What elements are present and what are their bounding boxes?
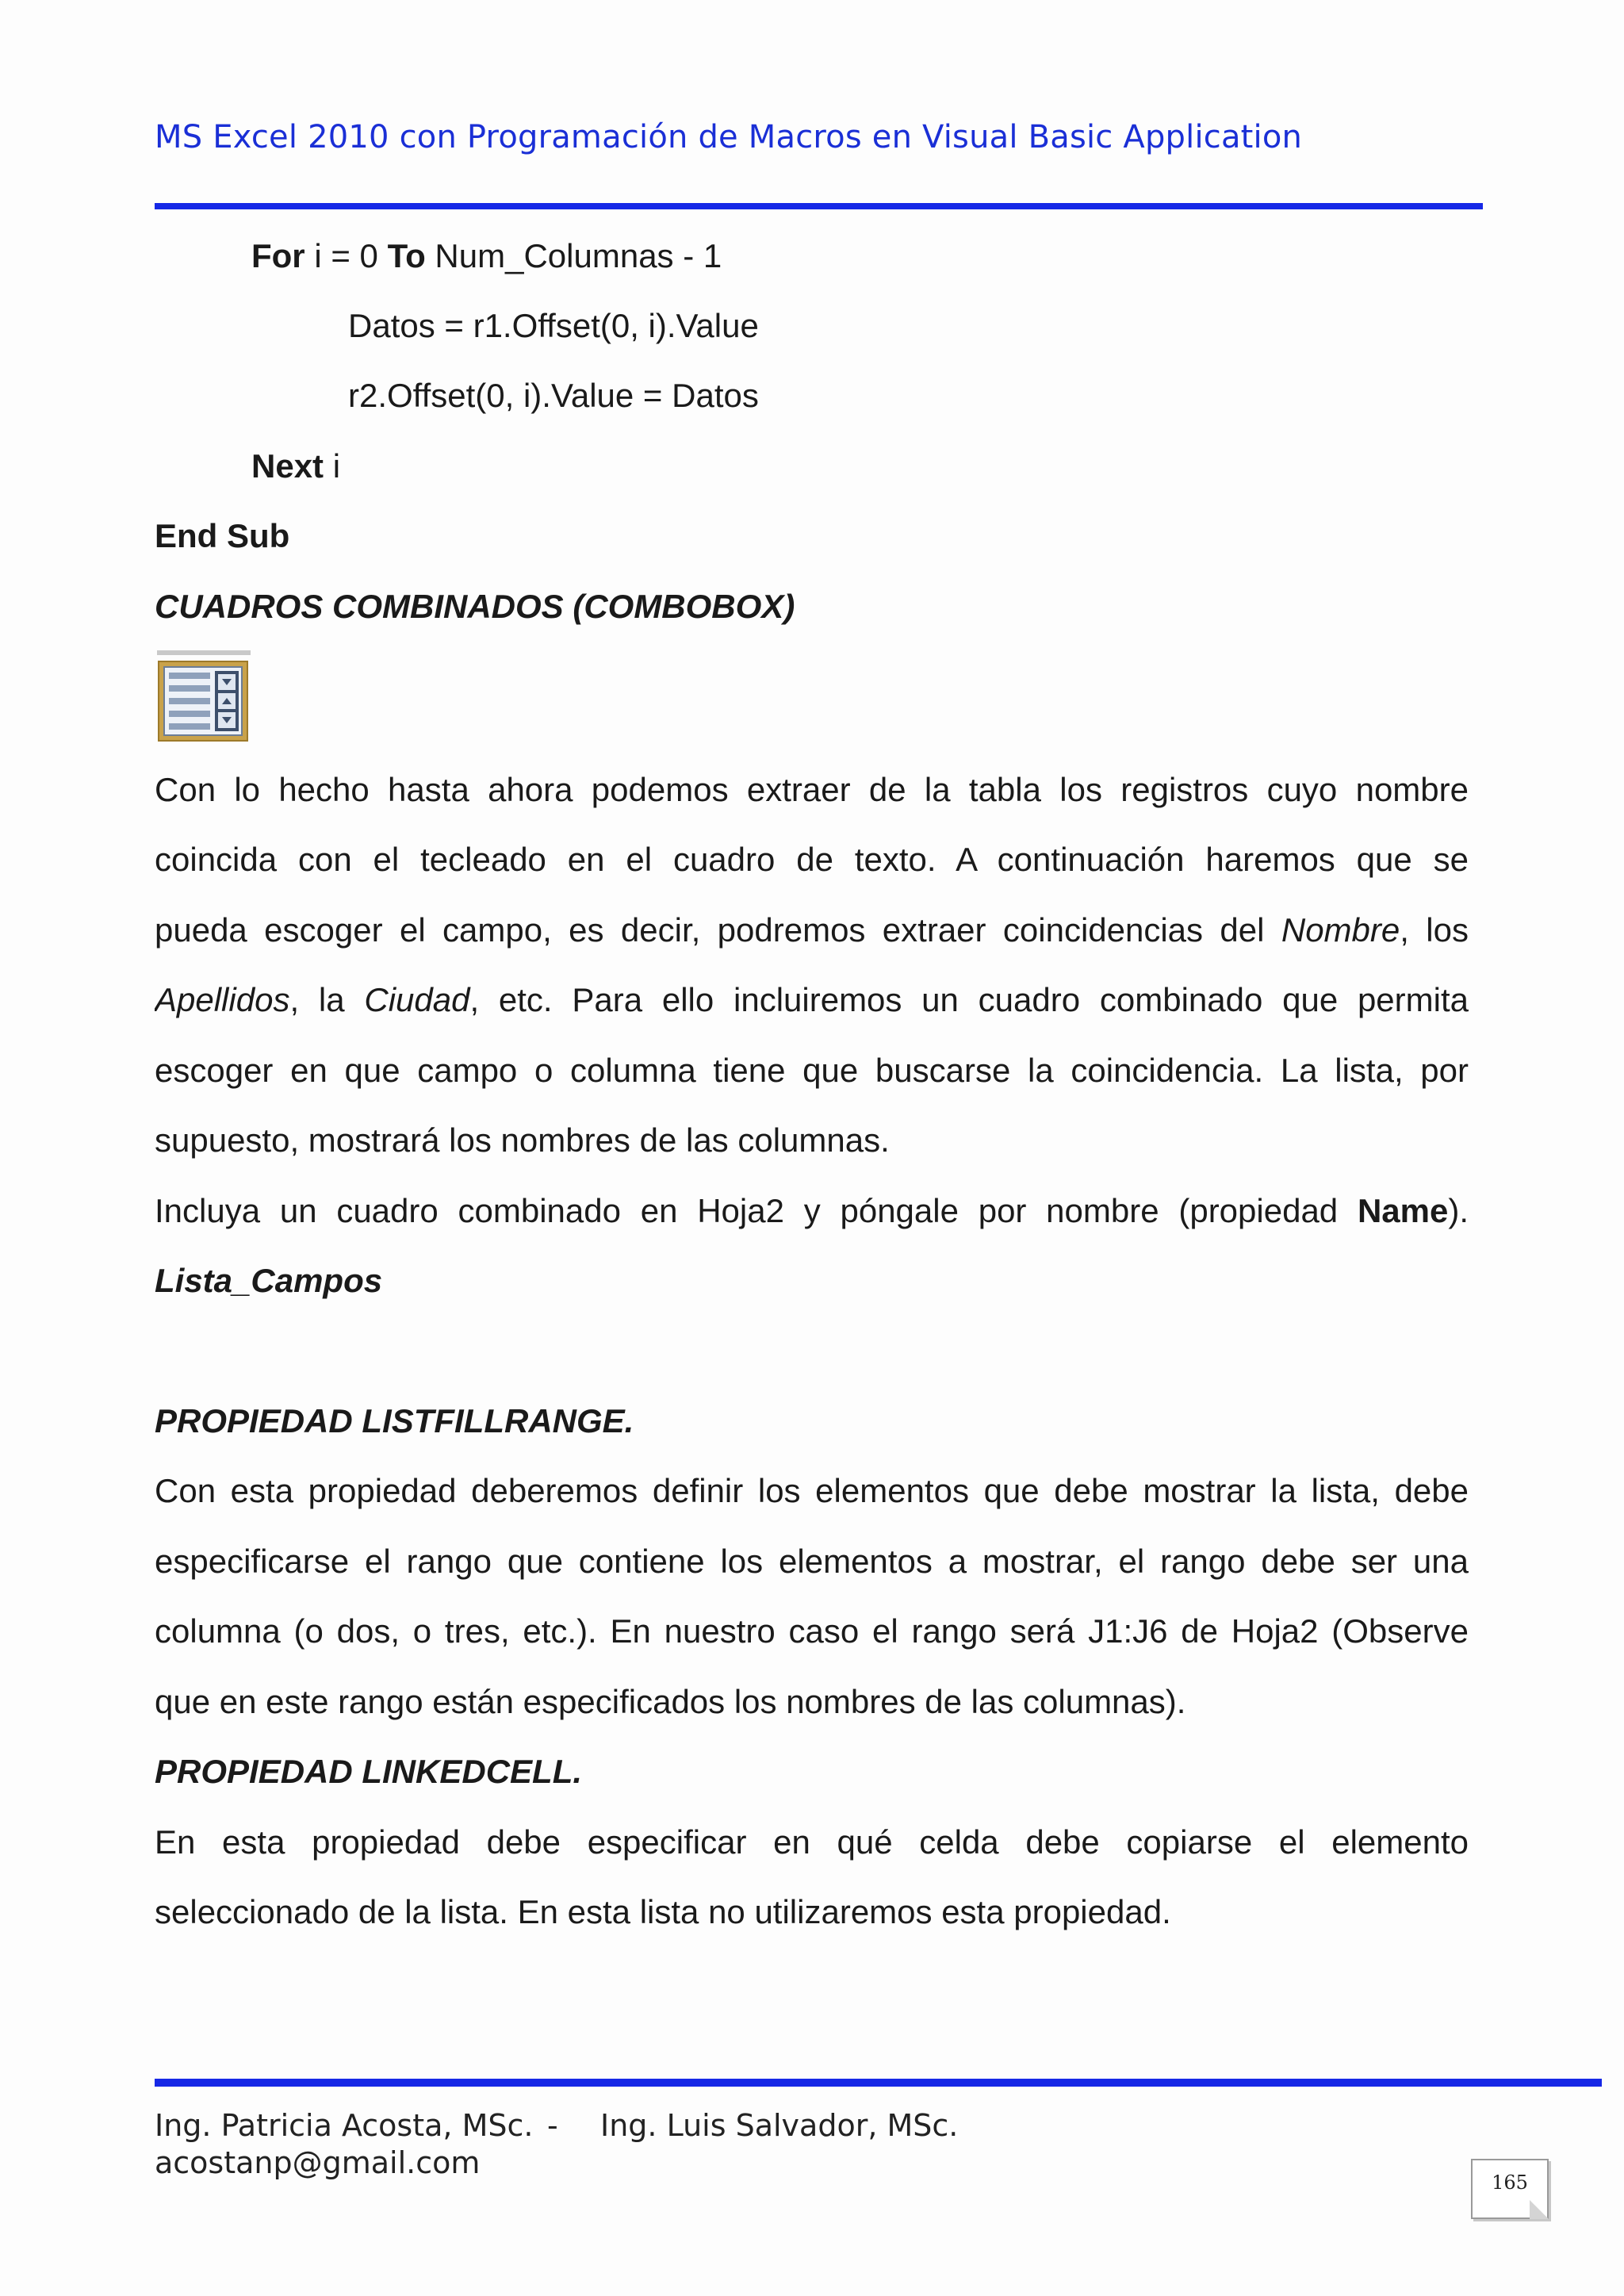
- text-run: , etc. Para ello incluiremos un cuadro combinado que permita: [469, 981, 1469, 1018]
- paragraph-line: coincida con el tecleado en el cuadro de texto. A continuación haremos que se: [155, 841, 1469, 878]
- footer-author-1: Ing. Patricia Acosta, MSc.: [155, 2108, 534, 2143]
- keyword-for: For: [251, 237, 305, 274]
- code-text: i = 0: [304, 237, 388, 274]
- footer-email: acostanp@gmail.com: [155, 2145, 481, 2180]
- page-fold-corner: [1530, 2200, 1549, 2219]
- paragraph-line-last: que en este rango están especificados los nombres de las columnas).: [155, 1683, 1186, 1720]
- footer-rule: [155, 2079, 1602, 2087]
- paragraph-line: En esta propiedad debe especificar en qué celda debe copiarse el elemento: [155, 1823, 1469, 1861]
- italic-term-apellidos: Apellidos: [155, 981, 290, 1018]
- header-rule: [155, 203, 1483, 209]
- text-run: , la: [289, 981, 365, 1018]
- section-heading-combobox: CUADROS COMBINADOS (COMBOBOX): [155, 588, 795, 625]
- paragraph-line: Con esta propiedad deberemos definir los elementos que debe mostrar la lista, debe: [155, 1472, 1469, 1509]
- keyword-to: To: [387, 237, 426, 274]
- page-header-title: MS Excel 2010 con Programación de Macros en Visual Basic Application: [155, 119, 1303, 155]
- footer-author-2: Ing. Luis Salvador, MSc.: [600, 2108, 959, 2143]
- paragraph-line: [155, 1191, 1469, 1231]
- code-text: i: [324, 447, 341, 485]
- paragraph-line: [155, 980, 1469, 1020]
- paragraph-line: Con lo hecho hasta ahora podemos extraer de la tabla los registros cuyo nombre: [155, 771, 1469, 808]
- paragraph-line: columna (o dos, o tres, etc.). En nuestro caso el rango será J1:J6 de Hoja2 (Observe: [155, 1612, 1469, 1650]
- paragraph-line: especificarse el rango que contiene los elementos a mostrar, el rango debe ser una: [155, 1543, 1469, 1580]
- bold-term-name: Name: [1357, 1192, 1449, 1229]
- paragraph-line-last: seleccionado de la lista. En esta lista no utilizaremos esta propiedad.: [155, 1893, 1171, 1930]
- paragraph-line-last: supuesto, mostrará los nombres de las columnas.: [155, 1121, 890, 1159]
- code-line-datos: Datos = r1.Offset(0, i).Value: [348, 307, 759, 344]
- code-line-offset: r2.Offset(0, i).Value = Datos: [348, 377, 759, 414]
- section-heading-listfillrange: PROPIEDAD LISTFILLRANGE.: [155, 1402, 634, 1439]
- code-line-for: [251, 236, 722, 276]
- text-run: , los: [1400, 911, 1469, 949]
- page-number-box: [1471, 2159, 1549, 2219]
- italic-term-nombre: Nombre: [1281, 911, 1400, 949]
- code-end-sub: End Sub: [155, 517, 290, 554]
- combobox-icon: [157, 650, 251, 744]
- paragraph-line: escoger en que campo o columna tiene que buscarse la coincidencia. La lista, por: [155, 1052, 1469, 1089]
- control-name-lista-campos: Lista_Campos: [155, 1262, 383, 1299]
- text-run: pueda escoger el campo, es decir, podremos extraer coincidencias del: [155, 911, 1281, 949]
- code-line-next: [251, 447, 340, 486]
- text-run: ).: [1448, 1192, 1469, 1229]
- code-text: Num_Columnas - 1: [425, 237, 722, 274]
- footer-separator: -: [547, 2108, 558, 2143]
- text-run: Incluya un cuadro combinado en Hoja2 y póngale por nombre (propiedad: [155, 1192, 1358, 1229]
- italic-term-ciudad: Ciudad: [364, 981, 470, 1018]
- paragraph-line: [155, 910, 1469, 950]
- keyword-next: Next: [251, 447, 324, 485]
- page-number: 165: [1492, 2171, 1528, 2194]
- section-heading-linkedcell: PROPIEDAD LINKEDCELL.: [155, 1753, 583, 1790]
